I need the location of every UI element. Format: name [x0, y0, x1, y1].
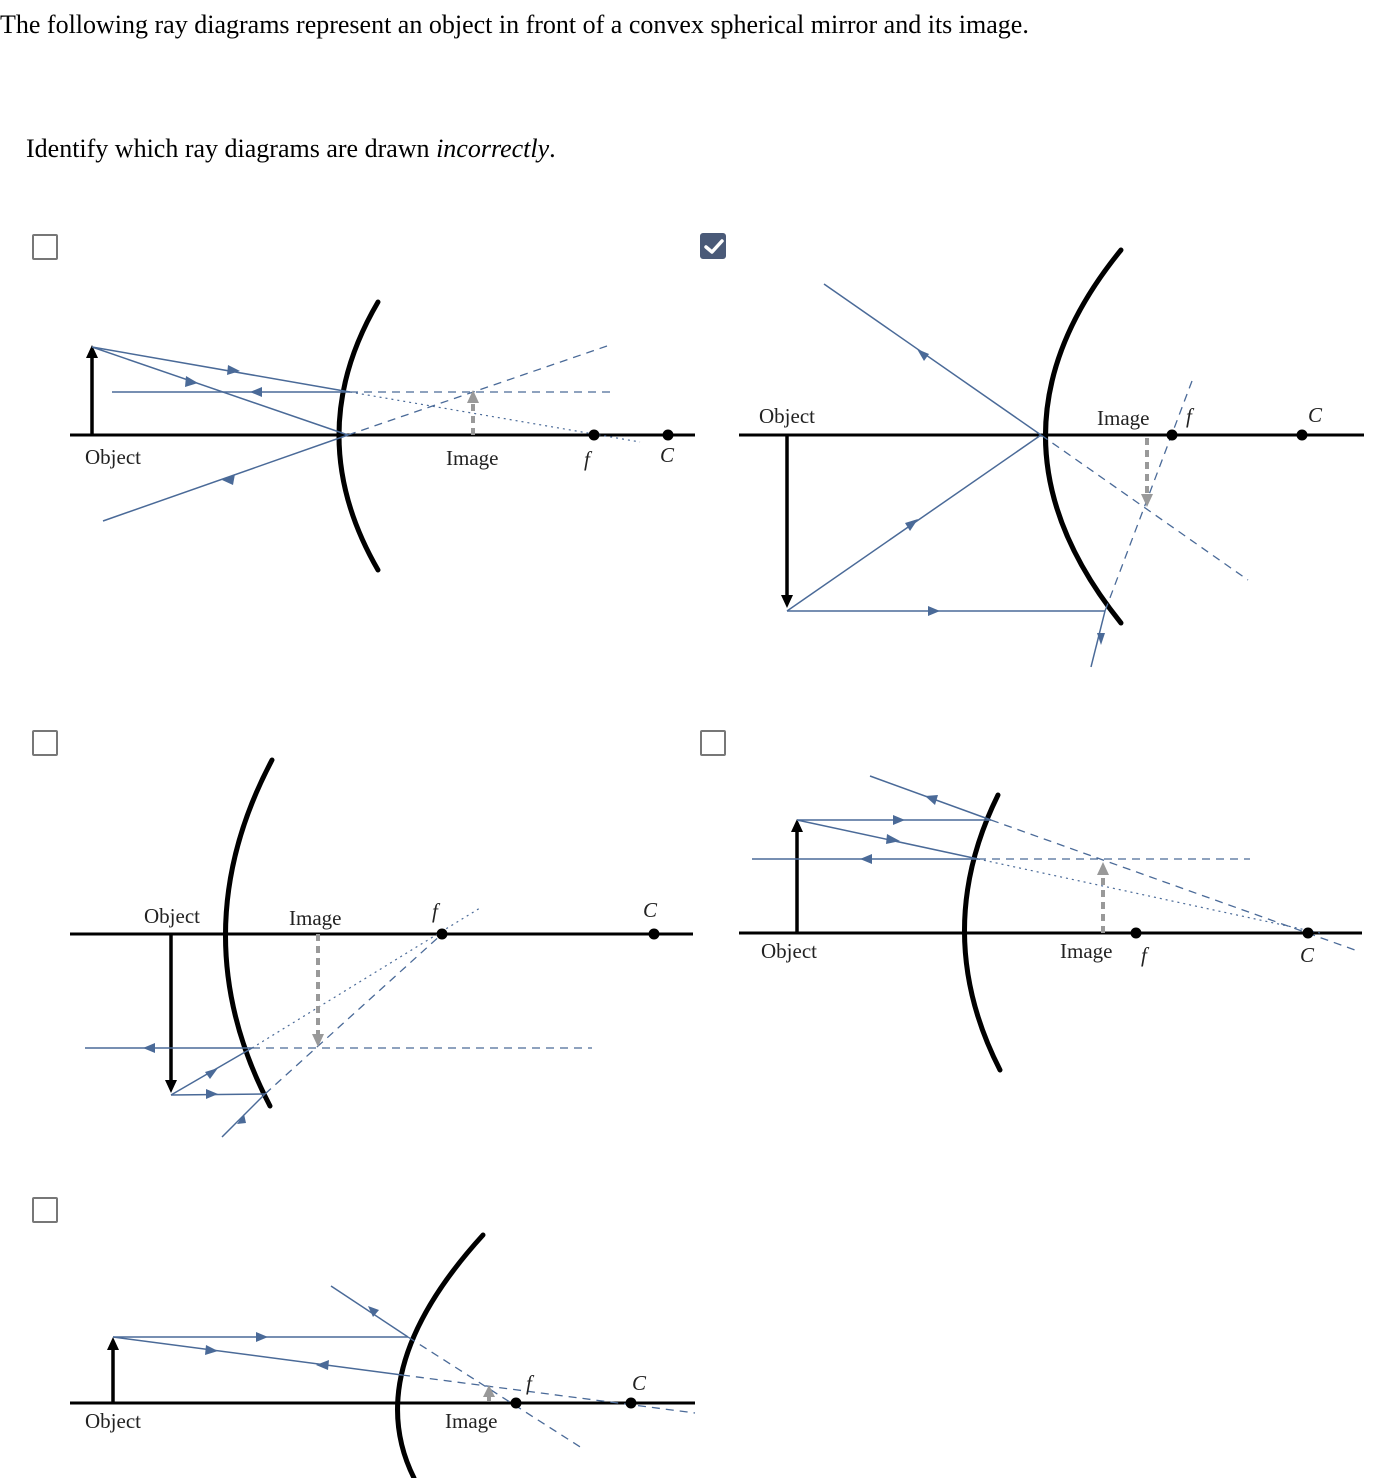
- object-label: Object: [761, 939, 817, 963]
- image-label: Image: [446, 446, 499, 470]
- object-label: Object: [85, 1409, 141, 1433]
- object-label: Object: [144, 904, 200, 928]
- question-prompt: Identify which ray diagrams are drawn incorrectly.: [26, 134, 556, 163]
- object-label: Object: [759, 404, 815, 428]
- image-label: Image: [445, 1409, 498, 1433]
- center-label: C: [1300, 943, 1315, 967]
- focal-label: f: [1141, 943, 1147, 967]
- object-label: Object: [85, 445, 141, 469]
- center-label: C: [643, 898, 658, 922]
- focal-label: f: [432, 899, 438, 923]
- image-label: Image: [1097, 406, 1150, 430]
- center-label: C: [660, 443, 675, 467]
- focal-label: f: [526, 1371, 532, 1395]
- focal-label: f: [584, 447, 590, 471]
- center-label: C: [632, 1371, 647, 1395]
- image-label: Image: [1060, 939, 1113, 963]
- center-label: C: [1308, 403, 1323, 427]
- focal-label: f: [1186, 404, 1192, 428]
- prompt-emphasis: incorrectly: [436, 134, 550, 163]
- question-intro: The following ray diagrams represent an object in front of a convex spherical mirror and its image.: [0, 10, 1029, 39]
- image-label: Image: [289, 906, 342, 930]
